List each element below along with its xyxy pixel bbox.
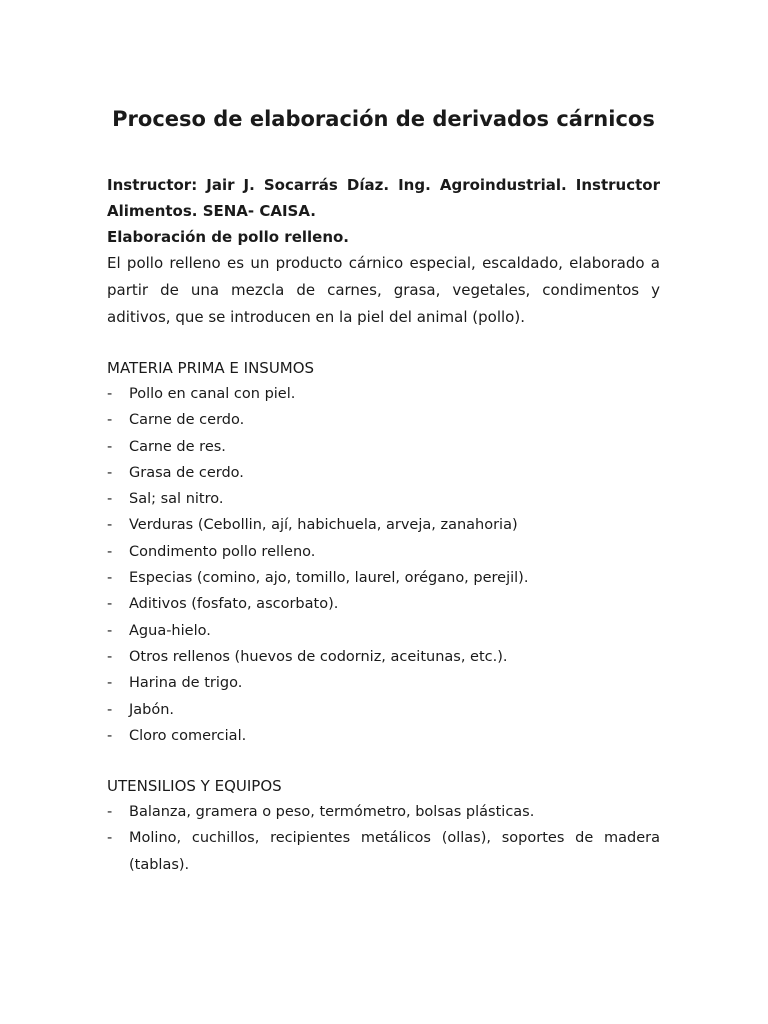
list-item [107, 670, 660, 696]
list-item-text: Agua-hielo. [129, 622, 211, 639]
list-item-text: Pollo en canal con piel. [129, 386, 296, 402]
list-item-text: Molino, cuchillos, recipientes metálicos (ollas), soportes de madera (tablas). [129, 830, 660, 873]
list-item [107, 591, 660, 617]
list-item [107, 381, 660, 407]
list-item [107, 565, 660, 591]
list-item-text: Sal; sal nitro. [129, 491, 224, 508]
utensilios-list [107, 799, 660, 878]
dash-bullet: - [107, 675, 113, 692]
list-item [107, 723, 660, 749]
document-title: Proceso de elaboración de derivados cárnicos [112, 107, 655, 131]
instructor-line: Instructor: Jair J. Socarrás Díaz. Ing. Agroindustrial. Instructor Alimentos. SENA- CAISA. [107, 176, 660, 220]
list-item [107, 460, 660, 486]
list-item-text: Balanza, gramera o peso, termómetro, bolsas plásticas. [129, 804, 535, 821]
list-item-text: Carne de cerdo. [129, 412, 245, 429]
list-item-text: Cloro comercial. [129, 727, 247, 744]
dash-bullet: - [107, 622, 113, 639]
list-item-text: Carne de res. [129, 438, 226, 455]
document-page [107, 100, 660, 878]
list-item-text: Grasa de cerdo. [129, 464, 244, 481]
list-item-text: Harina de trigo. [129, 675, 243, 692]
dash-bullet: - [107, 412, 113, 429]
dash-bullet: - [107, 517, 113, 534]
list-item [107, 434, 660, 460]
list-item-text: Especias (comino, ajo, tomillo, laurel, orégano, perejil). [129, 570, 529, 587]
dash-bullet: - [107, 438, 113, 455]
list-item [107, 799, 660, 825]
list-item-text: Otros rellenos (huevos de codorniz, aceitunas, etc.). [129, 648, 508, 665]
dash-bullet: - [107, 830, 113, 847]
dash-bullet: - [107, 570, 113, 587]
dash-bullet: - [107, 727, 113, 744]
dash-bullet: - [107, 648, 113, 665]
list-item [107, 644, 660, 670]
utensilios-heading: UTENSILIOS Y EQUIPOS [107, 777, 282, 796]
list-item [107, 512, 660, 538]
materia-list [107, 381, 660, 749]
dash-bullet: - [107, 491, 113, 508]
dash-bullet: - [107, 596, 113, 613]
list-item [107, 825, 660, 878]
list-item-text: Jabón. [129, 701, 175, 718]
list-item-text: Aditivos (fosfato, ascorbato). [129, 596, 339, 613]
list-item [107, 539, 660, 565]
dash-bullet: - [107, 543, 113, 560]
materia-heading: MATERIA PRIMA E INSUMOS [107, 359, 315, 377]
list-item [107, 697, 660, 723]
dash-bullet: - [107, 464, 113, 481]
list-item-text: Verduras (Cebollin, ají, habichuela, arveja, zanahoria) [129, 517, 518, 534]
dash-bullet: - [107, 701, 113, 718]
dash-bullet: - [107, 804, 113, 821]
list-item [107, 618, 660, 644]
list-item [107, 486, 660, 512]
intro-paragraph: El pollo relleno es un producto cárnico especial, escaldado, elaborado a partir de una mezcla de carnes, grasa, vegetales, condimentos y aditivos, que se introducen en la piel del animal (pollo). [107, 254, 660, 326]
list-item-text: Condimento pollo relleno. [129, 543, 316, 560]
dash-bullet: - [107, 386, 113, 402]
list-item [107, 407, 660, 433]
recipe-subtitle: Elaboración de pollo relleno. [107, 228, 350, 246]
